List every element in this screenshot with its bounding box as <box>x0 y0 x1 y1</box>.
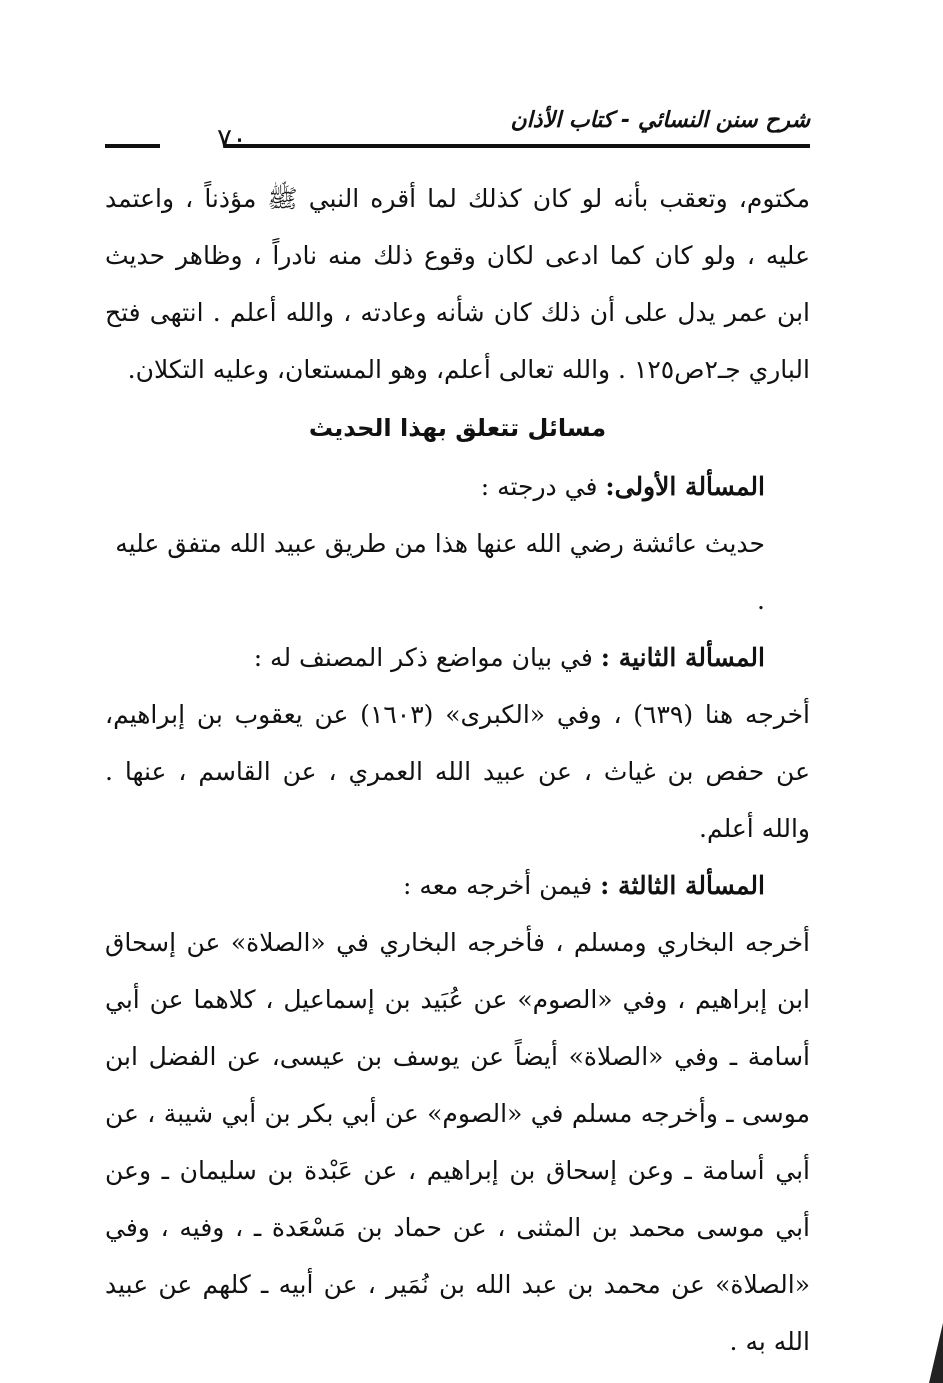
page-number: ٧٠ <box>217 122 248 155</box>
issue-body-2: أخرجه هنا (٦٣٩) ، وفي «الكبرى» (١٦٠٣) عن يعقوب بن إبراهيم، عن حفص بن غياث ، عن عبيد الله العمري ، عن القاسم ، عنها . والله أعلم. <box>105 700 811 843</box>
section-heading: مسائل تتعلق بهذا الحديث <box>308 414 607 442</box>
issue-title: في درجته : <box>480 472 598 501</box>
running-title: شرح سنن النسائي - كتاب الأذان <box>510 108 810 133</box>
issue-label: المسألة الأولى: <box>605 472 765 501</box>
issue-heading-1 <box>105 458 810 515</box>
header-rule <box>225 144 810 148</box>
scan-edge-mark <box>929 1323 943 1383</box>
header-dash <box>105 144 160 148</box>
issue-label: المسألة الثانية : <box>600 643 765 672</box>
issue-heading-2 <box>105 629 810 686</box>
page-body <box>105 170 810 1370</box>
issue-body-1: حديث عائشة رضي الله عنها هذا من طريق عبيد الله متفق عليه . <box>115 529 765 615</box>
issue-heading-3 <box>105 857 810 914</box>
issue-label: المسألة الثالثة : <box>600 871 765 900</box>
intro-paragraph: مكتوم، وتعقب بأنه لو كان كذلك لما أقره النبي ﷺ مؤذناً ، واعتمد عليه ، ولو كان كما ادعى لكان وقوع ذلك منه نادراً ، وظاهر حديث ابن عمر يدل على أن ذلك كان شأنه وعادته ، والله أعلم . انتهى فتح الباري جـ٢ص١٢٥ . والله تعالى أعلم، وهو المستعان، وعليه التكلان. <box>105 184 810 384</box>
issue-body-3: أخرجه البخاري ومسلم ، فأخرجه البخاري في «الصلاة» عن إسحاق ابن إبراهيم ، وفي «الصوم» عن عُبَيد بن إسماعيل ، كلاهما عن أبي أسامة ـ وفي «الصلاة» أيضاً عن يوسف بن عيسى، عن الفضل ابن موسى ـ وأخرجه مسلم في «الصوم» عن أبي بكر بن أبي شيبة ، عن أبي أسامة ـ وعن إسحاق بن إبراهيم ، عن عَبْدة بن سليمان ـ وعن أبي موسى محمد بن المثنى ، عن حماد بن مَسْعَدة ـ ، وفيه ، وفي «الصلاة» عن محمد بن عبد الله بن نُمَير ، عن أبيه ـ كلهم عن عبيد الله به . <box>105 928 810 1356</box>
issue-title: في بيان مواضع ذكر المصنف له : <box>253 643 593 672</box>
issue-title: فيمن أخرجه معه : <box>403 871 593 900</box>
page-header <box>105 100 810 160</box>
